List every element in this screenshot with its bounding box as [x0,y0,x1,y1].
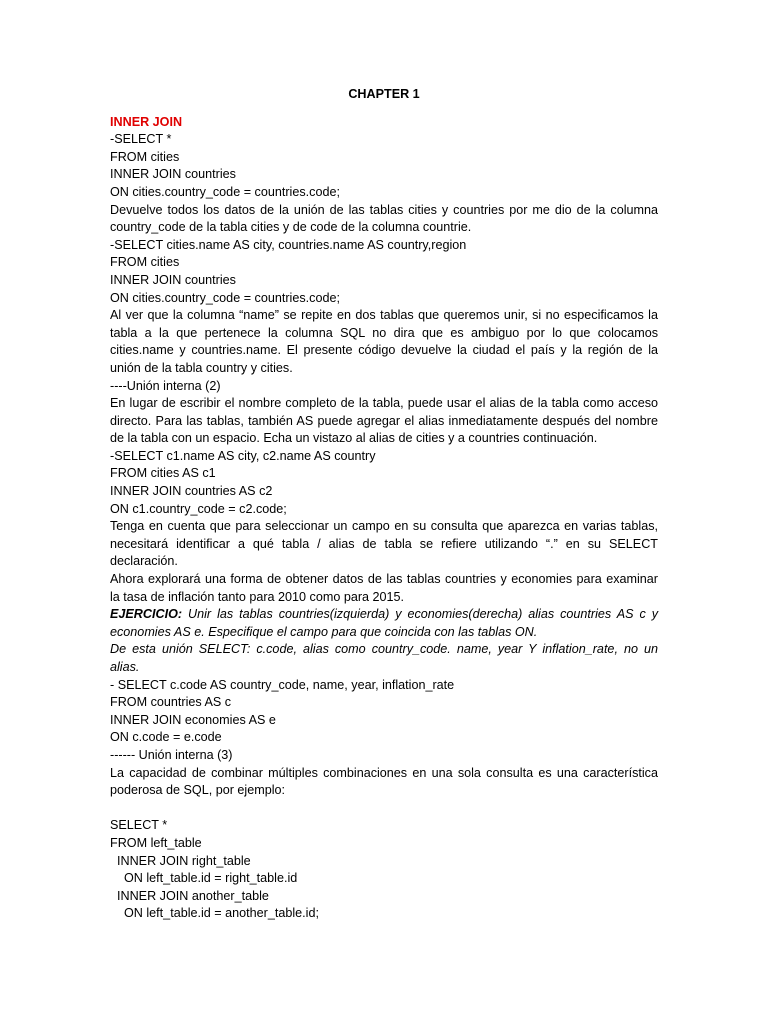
paragraph: Ahora explorará una forma de obtener datos de las tablas countries y economies para examinar la tasa de inflación tanto para 2010 como para 2015. [110,572,658,604]
code-line: ON left_table.id = right_table.id [110,871,298,886]
code-line: INNER JOIN countries [110,167,236,182]
paragraph: Tenga en cuenta que para seleccionar un campo en su consulta que aparezca en varias tablas, necesitará identificar a qué tabla / alias de tabla se refiere utilizando “.” en su SELECT declaración. [110,519,658,569]
section-heading: INNER JOIN [110,114,183,129]
code-line: FROM cities AS c1 [110,466,216,481]
document-page [110,86,658,923]
sql-block-2 [110,237,658,307]
exercise-label: EJERCICIO: [110,607,183,622]
code-line: - SELECT c.code AS country_code, name, year, inflation_rate [110,677,455,692]
code-line: ON c1.country_code = c2.code; [110,501,287,516]
spacer [110,800,658,818]
code-line: FROM cities [110,149,180,164]
code-line: FROM cities [110,255,180,270]
paragraph: En lugar de escribir el nombre completo de la tabla, puede usar el alias de la tabla como acceso directo. Para las tablas, también AS puede agregar el alias inmediatamente después del nombre de la tabla con un espacio. Echa un vistazo al alias de cities y a countries continuación. [110,396,658,446]
chapter-title: CHAPTER 1 [348,87,420,101]
sql-block-1 [110,131,658,201]
code-line: INNER JOIN economies AS e [110,712,276,727]
code-line: ON cities.country_code = countries.code; [110,184,340,199]
exercise-text: Unir las tablas countries(izquierda) y economies(derecha) alias countries AS c y economies AS e. Especifique el campo para que coincida con las tablas ON. [110,607,658,639]
code-line: SELECT * [110,818,168,833]
code-line: -SELECT cities.name AS city, countries.name AS country,region [110,237,467,252]
code-line: FROM left_table [110,835,202,850]
code-line: INNER JOIN right_table [110,853,251,868]
paragraph: La capacidad de combinar múltiples combinaciones en una sola consulta es una característica poderosa de SQL, por ejemplo: [110,765,658,798]
code-line: FROM countries AS c [110,695,232,710]
code-line: INNER JOIN countries AS c2 [110,484,273,499]
paragraph: Al ver que la columna “name” se repite en dos tablas que queremos unir, si no especificamos la tabla a la que pertenece la columna SQL no dira que es ambiguo por lo que colocamos cities.name y countries.name. El presente código devuelve la ciudad el país y la región de la unión de la tabla country y cities. [110,308,658,375]
code-line: INNER JOIN countries [110,272,236,287]
sql-block-3 [110,448,658,518]
code-line: ON c.code = e.code [110,730,222,745]
exercise-paragraph [110,606,658,641]
exercise-paragraph: De esta unión SELECT: c.code, alias como country_code. name, year Y inflation_rate, no un alias. [110,642,658,674]
section-subheading: ------ Unión interna (3) [110,747,233,762]
sql-block-5 [110,817,658,923]
section-subheading: ----Unión interna (2) [110,378,221,393]
code-line: -SELECT * [110,132,172,147]
code-line: ON cities.country_code = countries.code; [110,290,340,305]
code-line: INNER JOIN another_table [110,888,269,903]
code-line: -SELECT c1.name AS city, c2.name AS country [110,448,376,463]
code-line: ON left_table.id = another_table.id; [110,906,319,921]
paragraph: Devuelve todos los datos de la unión de las tablas cities y countries por me dio de la columna country_code de la tabla cities y de code de la columna countrie. [110,202,658,235]
sql-block-4 [110,677,658,747]
